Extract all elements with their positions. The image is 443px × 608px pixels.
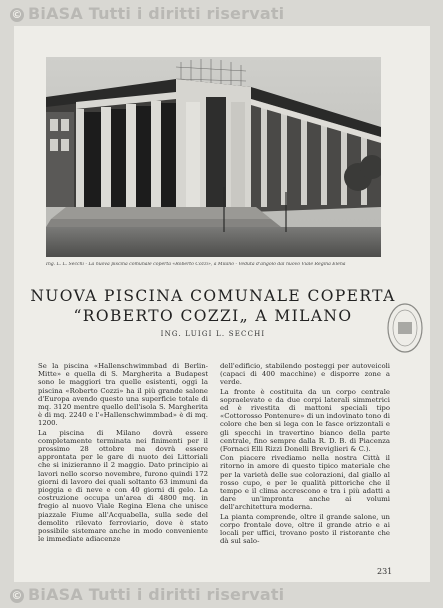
column-left (38, 362, 208, 584)
watermark-bottom-text: BiASA Tutti i diritti riservati (28, 585, 285, 604)
photo-caption: Ing. L. L. Secchi - La nuova piscina comunale coperta «Roberto Cozzi», a Milano - Veduta d'angolo dal nuovo Viale Regina Elena (46, 262, 346, 267)
column-right (220, 362, 393, 584)
building-photo (46, 57, 381, 257)
page-number: 231 (377, 567, 393, 576)
article-title (28, 286, 398, 326)
watermark-bottom (10, 585, 284, 604)
article-body (38, 362, 393, 584)
title-line-1: NUOVA PISCINA COMUNALE COPERTA (30, 287, 396, 305)
watermark-top-text: BiASA Tutti i diritti riservati (28, 4, 285, 23)
paragraph: Se la piscina «Hallenschwimmbad di Berlin-Mitte» e quella di S. Margherita a Budapest sono le maggiori tra quelle esistenti, oggi la piscina «Roberto Cozzi» ha il più grande salone d'Europa avendo questo una superficie totale di mq. 3120 mentre quello dell'isola S. Margherita è di mq. 2240 e l'«Hallenschwimmbad» è di mq. 1200. (38, 362, 208, 428)
paragraph: dell'edificio, stabilendo posteggi per autoveicoli (capaci di 400 macchine) e disporre zone a verde. (220, 362, 390, 387)
copyright-icon: © (11, 588, 23, 602)
article-author: ING. LUIGI L. SECCHI (160, 330, 266, 338)
copyright-icon: © (11, 7, 23, 21)
paragraph: La pianta comprende, oltre il grande salone, un corpo frontale dove, oltre il grande atrio e ai locali per uffici, trovano posto il ristorante che dà sul salo- (220, 512, 390, 546)
paragraph: Con piacere rivediamo nella nostra Città il ritorno in amore di questo tipico materiale che per la varietà delle sue colorazioni, dal giallo al rosso cupo, e per le qualità pittoriche che il tempo e il clima accrescono e tra i più adatti a dare un'impronta anche ai volumi dell'architettura moderna. (220, 454, 390, 512)
paragraph: La fronte è costituita da un corpo centrale sopraelevato e da due corpi laterali simmetrici ed è rivestita di mattoni speciali tipo «Cottorosso Pontenure» di un indovinato tono di colore che ben si lega con le fasce orizzontali e gli specchi in travertino bianco della parte centrale, fino sempre dalla R. D. B. di Piacenza (Fornaci Elli Rizzi Donelli Breviglieri & C.). (220, 387, 390, 454)
watermark-top (10, 4, 284, 23)
paragraph: La piscina di Milano dovrà essere completamente terminata nei finimenti per il prossimo 28 ottobre ma dovrà essere approntata per le gare di nuoto dei Littoriali che si inizieranno il 2 maggio. Dato principio ai lavori nello scorso novembre, furono quindi 172 giorni di lavoro dei quali soltanto 63 immuni da pioggia e di neve e con 40 giorni di gelo. La costruzione occupa un'area di 4800 mq. in fregio al nuovo Viale Regina Elena che unisce piazzale Fiume all'Acquabella, sulla sede del demolito rilevato ferroviario, dove è stato possibile sistemare anche in modo conveniente le immediate adiacenze (38, 428, 208, 544)
title-line-2: “ROBERTO COZZI„ A MILANO (73, 307, 353, 325)
library-stamp-icon (385, 300, 425, 356)
